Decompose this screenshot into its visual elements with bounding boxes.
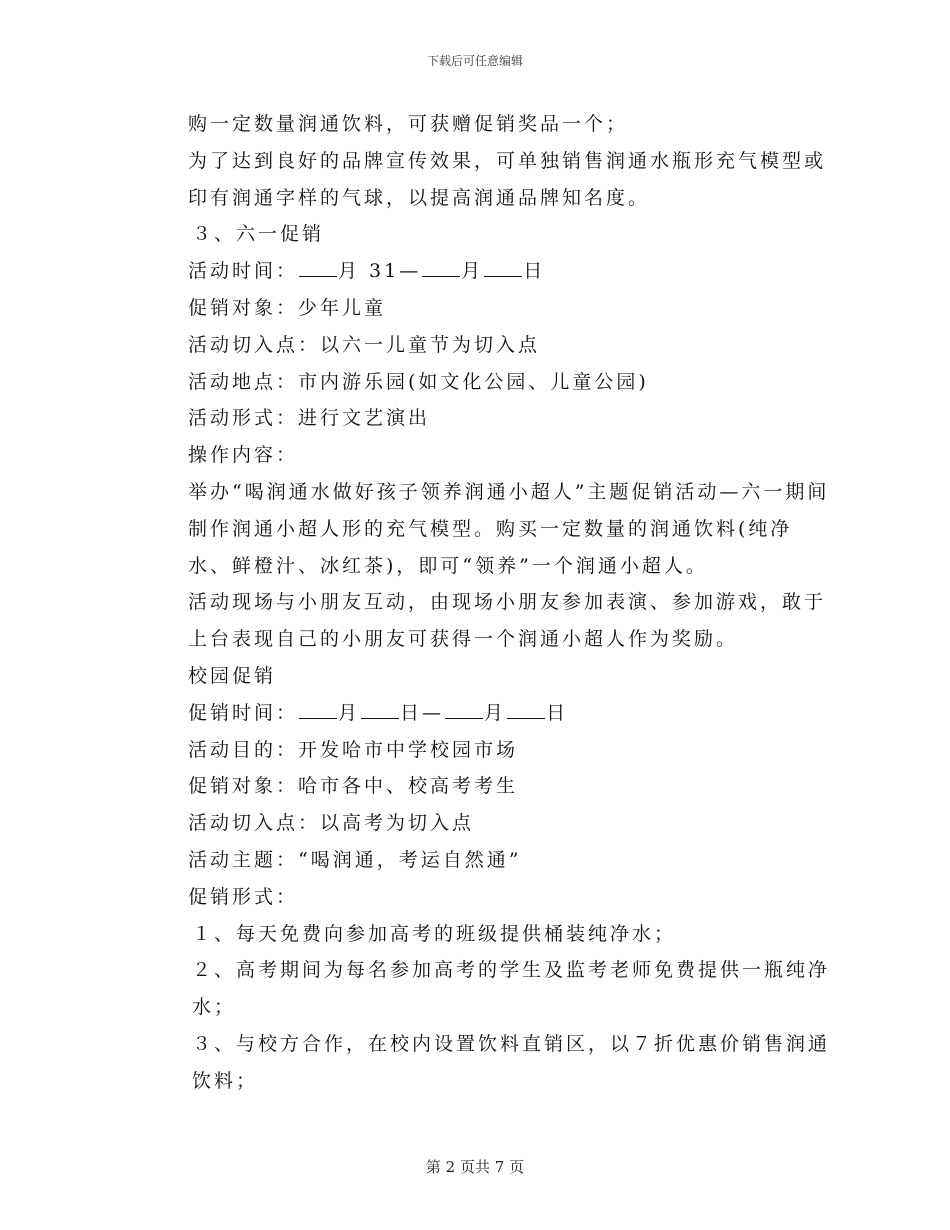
paragraph: 活动地点：市内游乐园(如文化公园、儿童公园) [188, 370, 649, 393]
date-text: 日 [546, 701, 569, 724]
paragraph: 活动目的：开发哈市中学校园市场 [188, 738, 519, 761]
paragraph: 活动形式：进行文艺演出 [188, 407, 431, 430]
paragraph: 活动主题：“喝润通，考运自然通” [188, 848, 522, 871]
paragraph: 为了达到良好的品牌宣传效果，可单独销售润通水瓶形充气模型或印有润通字样的气球，以提高润通品牌知名度。 [188, 149, 827, 209]
paragraph: 促销对象：哈市各中、校高考考生 [188, 775, 519, 798]
date-text: 月 [338, 701, 361, 724]
date-text: 日— [400, 701, 445, 724]
field-label: 促销时间： [188, 701, 299, 724]
list-item: ２、高考期间为每名参加高考的学生及监考老师免费提供一瓶纯净水； [192, 959, 831, 1019]
paragraph: 操作内容： [188, 444, 299, 467]
page-footer: 第 2 页共 7 页 [425, 1158, 525, 1176]
date-line [140, 253, 830, 290]
section-heading: ３、六一促销 [192, 223, 325, 246]
date-text: 月 [484, 701, 507, 724]
list-item: １、每天免费向参加高考的班级提供桶装纯净水； [192, 922, 677, 945]
paragraph: 活动切入点：以六一儿童节为切入点 [188, 333, 541, 356]
paragraph: 购一定数量润通饮料，可获赠促销奖品一个； [188, 113, 629, 135]
date-line [140, 695, 830, 732]
date-text: 月 31— [338, 260, 422, 283]
paragraph: 促销形式： [188, 885, 299, 908]
field-label: 活动时间： [188, 260, 299, 283]
date-text: 月 [461, 260, 484, 283]
paragraph: 促销对象：少年儿童 [188, 296, 387, 319]
blank-line [507, 698, 545, 719]
paragraph: 活动切入点：以高考为切入点 [188, 812, 475, 835]
blank-line [361, 698, 399, 719]
blank-line [299, 698, 337, 719]
date-text: 日 [523, 260, 546, 283]
section-heading: 校园促销 [188, 664, 277, 687]
blank-line [422, 256, 460, 277]
list-item: ３、与校方合作，在校内设置饮料直销区，以７折优惠价销售润通饮料； [192, 1032, 831, 1092]
paragraph: 举办“喝润通水做好孩子领养润通小超人”主题促销活动—六一期间制作润通小超人形的充气模型。购买一定数量的润通饮料(纯净水、鲜橙汁、冰红茶)，即可“领养”一个润通小超人。 [188, 480, 830, 577]
page-header: 下载后可任意编辑 [426, 54, 523, 68]
blank-line [299, 256, 337, 277]
paragraph: 活动现场与小朋友互动，由现场小朋友参加表演、参加游戏，敢于上台表现自己的小朋友可获得一个润通小超人作为奖励。 [188, 591, 827, 651]
blank-line [484, 256, 522, 277]
blank-line [445, 698, 483, 719]
document-body [140, 106, 830, 1100]
